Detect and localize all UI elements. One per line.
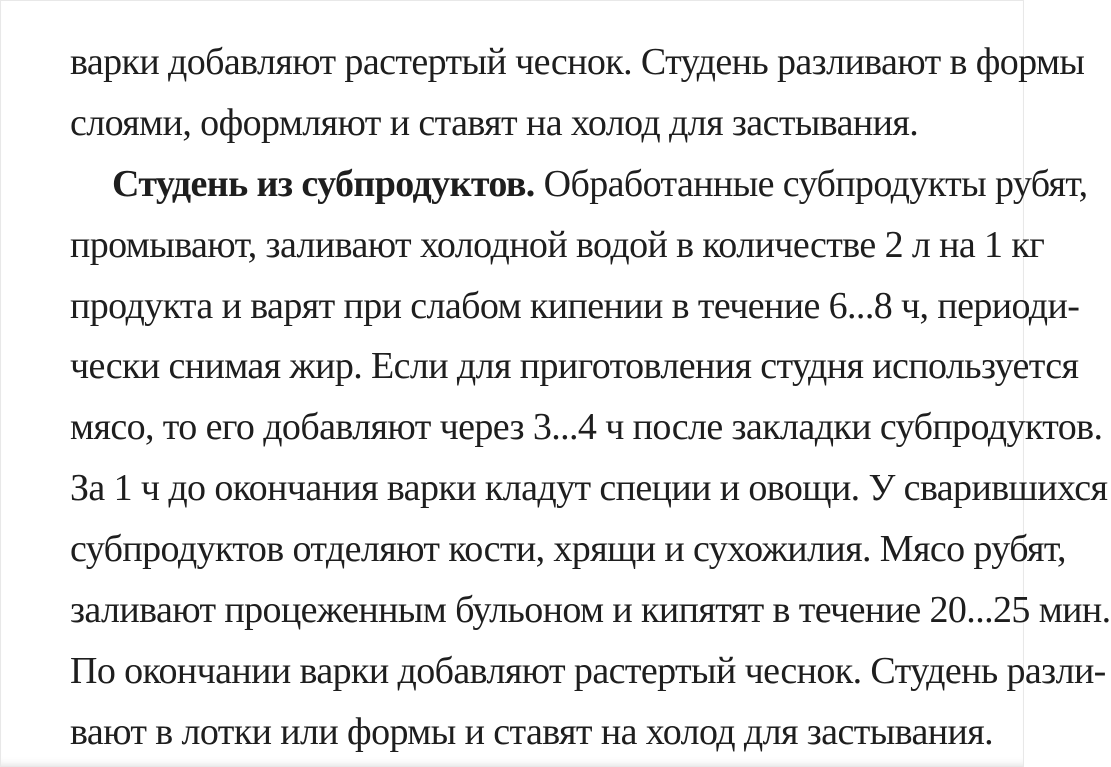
text-line: слоями, оформляют и ставят на холод для застывания. xyxy=(70,101,919,144)
text-run: Обработанные субпродукты рубят, xyxy=(534,162,1088,205)
paragraph-first-line xyxy=(70,154,1088,215)
text-line: За 1 ч до окончания варки кладут специи и овощи. У сварившихся xyxy=(70,467,1108,510)
text-line: заливают процеженным бульоном и кипятят в течение 20...25 мин. xyxy=(70,589,1111,632)
text-line: По окончании варки добавляют растертый чеснок. Студень разли- xyxy=(70,649,1106,692)
section-heading: Студень из субпродуктов. xyxy=(112,162,535,205)
text-line: субпродуктов отделяют кости, хрящи и сухожилия. Мясо рубят, xyxy=(70,528,1066,571)
body-text xyxy=(70,32,1111,763)
text-line: мясо, то его добавляют через 3...4 ч после закладки субпродуктов. xyxy=(70,406,1103,449)
text-line: вают в лотки или формы и ставят на холод для застывания. xyxy=(70,710,994,753)
text-line: чески снимая жир. Если для приготовления студня используется xyxy=(70,345,1079,388)
text-line: промывают, заливают холодной водой в количестве 2 л на 1 кг xyxy=(70,223,1045,266)
text-line: варки добавляют растертый чеснок. Студень разливают в формы xyxy=(70,41,1085,83)
text-line: продукта и варят при слабом кипении в течение 6...8 ч, периоди- xyxy=(70,284,1080,327)
